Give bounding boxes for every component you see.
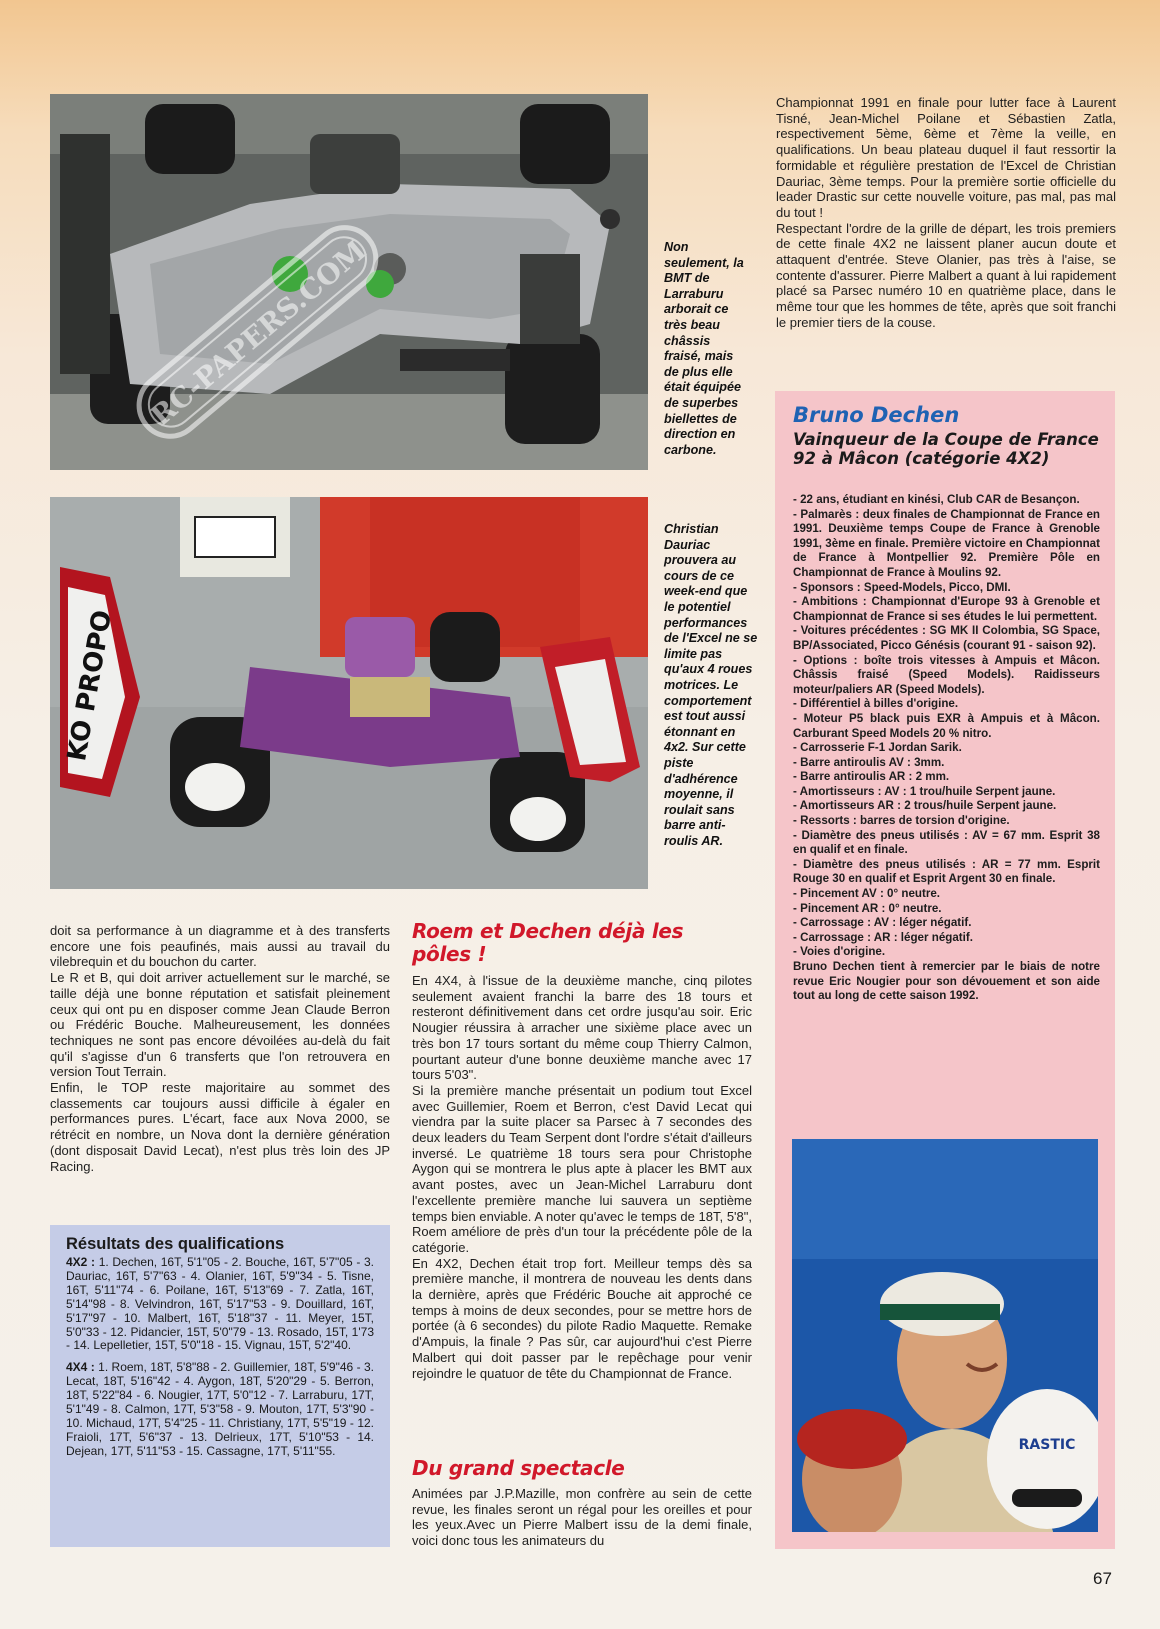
car-wing-text: KO PROPO — [62, 607, 119, 764]
profile-list-item: - Pincement AR : 0° neutre. — [793, 901, 942, 915]
car-photo — [50, 497, 648, 889]
right-column-text — [776, 95, 1116, 331]
heading-poles: Roem et Dechen déjà les pôles ! — [412, 919, 684, 966]
results-4x2 — [66, 1256, 374, 1353]
profile-list-item: - Barre antiroulis AR : 2 mm. — [793, 770, 950, 784]
watermark-text: RC-PAPERS.COM — [144, 233, 373, 433]
profile-list-item: - Sponsors : Speed-Models, Picco, DMI. — [793, 580, 1011, 594]
results-4x4-label: 4X4 : — [66, 1360, 95, 1375]
profile-list-item: - Amortisseurs : AV : 1 trou/huile Serpent jaune. — [793, 784, 1056, 798]
page-number: 67 — [1093, 1569, 1112, 1588]
left-paragraph: Le R et B, qui doit arriver actuellement sur le marché, se taille déjà une bonne réputation et satisfait pleinement ceux qui ont pu en disposer comme Jean Claude Berron ou Frédéric Bouche. Malheureusement, les données techniques ne sont pas encore dévoilées au-delà du fait qu'il s'agisse d'un 6 transferts que l'on retrouvera en version Tout Terrain. — [50, 970, 390, 1080]
profile-list-item: - Différentiel à billes d'origine. — [793, 697, 959, 711]
profile-list-item: - Voies d'origine. — [793, 945, 886, 959]
chassis-caption: Non seulement, la BMT de Larraburu arborait ce très beau châssis fraisé, mais de plus elle était équipée de superbes biellettes de direction en carbone. — [664, 240, 744, 457]
middle-column-text-1 — [412, 973, 752, 1381]
right-paragraph: Championnat 1991 en finale pour lutter face à Laurent Tisné, Jean-Michel Poilane et Sébastien Zatla, respectivement 5ème, 6ème et 7ème la veille, en qualifications. Un beau plateau duquel il faut ressortir la formidable et régulière prestation de l'Excel de Christian Dauriac, 3ème temps. Pour la première sortie officielle du leader Drastic sur cette nouvelle voiture, pas mal, pas mal du tout ! — [776, 95, 1116, 220]
left-column-text — [50, 923, 390, 1174]
profile-list-item: - Amortisseurs AR : 2 trous/huile Serpent jaune. — [793, 799, 1057, 813]
profile-list-item: - Carrossage : AV : léger négatif. — [793, 916, 972, 930]
right-paragraph: Respectant l'ordre de la grille de départ, les trois premiers de cette finale 4X2 ne laissent planer aucun doute et attaquent d'entrée. Steve Olanier, pas très à l'aise, se contente d'assurer. Pierre Malbert a quant à lui rapidement placé sa Parsec numéro 10 en quatrième place, dans le même tour que les hommes de tête, après que soit franchi le premier tiers de la couse. — [776, 220, 1116, 330]
profile-list-item: - Barre antiroulis AV : 3mm. — [793, 755, 945, 769]
profile-list-item: - Diamètre des pneus utilisés : AV = 67 mm. Esprit 38 en qualif et en finale. — [793, 828, 1100, 857]
results-box — [50, 1225, 390, 1547]
profile-list — [793, 493, 1100, 1004]
profile-list-item: - Carrossage : AR : léger négatif. — [793, 930, 973, 944]
profile-name: Bruno Dechen — [793, 403, 960, 427]
middle-paragraph: En 4X4, à l'issue de la deuxième manche, cinq pilotes seulement avaient franchi la barre des 18 tours et resteront définitivement dans cet ordre jusqu'au soir. Eric Nougier réussira à arracher une sixième place avec un très bon 17 tours sortant du même coup Thierry Calmon, pourtant auteur d'une bonne deuxième manche avec 17 tours 5'03". — [412, 973, 752, 1083]
profile-list-item: - Ambitions : Championnat d'Europe 93 à Grenoble et Championnat de France si ses études le lui permettent. — [793, 595, 1100, 623]
profile-list-item: - Options : boîte trois vitesses à Ampuis et Mâcon. Châssis fraisé (Speed Models). Raidisseurs moteur/paliers AR (Speed Models). — [793, 653, 1100, 696]
results-4x2-label: 4X2 : — [66, 1255, 96, 1269]
profile-list-item: - Carrosserie F-1 Jordan Sarik. — [793, 741, 962, 755]
results-title: Résultats des qualifications — [66, 1235, 285, 1253]
profile-subtitle: Vainqueur de la Coupe de France 92 à Mâcon (catégorie 4X2) — [793, 430, 1099, 468]
cap-text: RASTIC — [1018, 1437, 1076, 1453]
middle-paragraph: Animées par J.P.Mazille, mon confrère au sein de cette revue, les finales seront un régal pour les oreilles et pour les yeux.Avec un Pierre Malbert issu de la demi finale, voici donc tous les animateurs du — [412, 1486, 752, 1549]
results-4x2-text: 1. Dechen, 16T, 5'1"05 - 2. Bouche, 16T, 5'7"05 - 3. Dauriac, 16T, 5'7"63 - 4. Olanier, 16T, 5'9"34 - 5. Tisne, 16T, 5'11"74 - 6. Poilane, 16T, 5'13"69 - 7. Zatla, 16T, 5'14"98 - 8. Velvindron, 16T, 5'17"53 - 9. Douillard, 16T, 5'17"97 - 10. Malbert, 16T, 5'18"37 - 11. Meyer, 15T, 5'0"33 - 12. Pidancier, 15T, 5'0"79 - 13. Rosado, 15T, 1'73 - 14. Lepelletier, 15T, 5'0"18 - 15. Vignau, 15T, 5'2"40. — [66, 1255, 374, 1353]
middle-paragraph: Si la première manche présentait un podium tout Excel avec Guillemier, Roem et Berron, c'est David Lecat qui viendra par la suite placer sa Parsec à 7 secondes des deux leaders du Team Serpent dont l'ordre s'était d'ailleurs inversé. Le quatrième 18 tours sera pour Christophe Aygon qui se montrera le plus apte à placer les BMT aux avant postes, avec un Jean-Michel Larraburu dont l'excellente première manche lui sauvera un septième temps bien enviable. A noter qu'avec le temps de 18T, 5'8", Roem améliore de près d'un tour la précédente pôle de la catégorie. — [412, 1082, 752, 1255]
profile-list-item: Bruno Dechen tient à remercier par le biais de notre revue Eric Nougier pour son dévouement et son aide tout au long de cette saison 1992. — [793, 960, 1100, 1003]
profile-list-item: - Ressorts : barres de torsion d'origine. — [793, 814, 1010, 828]
results-4x4 — [66, 1361, 374, 1458]
portrait-photo — [792, 1139, 1098, 1532]
middle-paragraph: En 4X2, Dechen était trop fort. Meilleur temps dès sa première manche, il montrera de nouveau les dents dans la dernière, après que Frédéric Bouche ait approché ce temps à moins de deux secondes, pour se mettre hors de portée (à 6 secondes) du pilote Radio Maquette. Remake d'Ampuis, la finale ? Pas sûr, car aujourd'hui c'est Pierre Malbert qui doit passer par le repêchage pour venir rejoindre le quatuor de tête du Championnat de France. — [412, 1255, 752, 1381]
results-4x4-text: 1. Roem, 18T, 5'8"88 - 2. Guillemier, 18T, 5'9"46 - 3. Lecat, 18T, 5'16"42 - 4. Aygon, 18T, 5'20"29 - 5. Berron, 18T, 5'22"84 - 6. Nougier, 17T, 5'0"12 - 7. Larraburu, 17T, 5'1"49 - 8. Calmon, 17T, 5'3"58 - 9. Mouton, 17T, 5'3"90 - 10. Michaud, 17T, 5'4"25 - 11. Christiany, 17T, 5'5"19 - 12. Fraioli, 17T, 5'6"37 - 13. Delrieux, 17T, 5'10"53 - 14. Dejean, 17T, 5'11"53 - 15. Cassagne, 17T, 5'11"55. — [66, 1360, 374, 1458]
profile-list-item: - 22 ans, étudiant en kinési, Club CAR de Besançon. — [793, 493, 1080, 506]
left-paragraph: doit sa performance à un diagramme et à des transferts encore une fois peaufinés, mais aussi au travail du vilebrequin et du bouchon du carter. — [50, 923, 390, 970]
profile-list-item: - Diamètre des pneus utilisés : AR = 77 mm. Esprit Rouge 30 en qualif et Esprit Argent 30 en finale. — [793, 857, 1100, 886]
watermark-stamp — [95, 190, 425, 480]
car-caption: Christian Dauriac prouvera au cours de ce week-end que le potentiel performances de l'Excel ne se limite pas qu'aux 4 roues motrices. Le comportement est tout aussi étonnant en 4x2. Sur cette piste d'adhérence moyenne, il roulait sans barre anti-roulis AR. — [664, 522, 758, 848]
profile-list-item: - Pincement AV : 0° neutre. — [793, 887, 941, 901]
middle-column-text-2 — [412, 1486, 752, 1549]
profile-list-item: - Palmarès : deux finales de Championnat de France en 1991. Deuxième temps Coupe de France à Grenoble 1991, 3ème en finale. Première victoire en Championnat de France à Montpellier 92. Première Pôle en Championnat de France à Moulins 92. — [793, 507, 1100, 579]
profile-list-item: - Moteur P5 black puis EXR à Ampuis et à Mâcon. Carburant Speed Models 20 % nitro. — [793, 711, 1100, 740]
left-paragraph: Enfin, le TOP reste majoritaire au sommet des classements car toujours aussi difficile à égaler en performances pures. L'écart, face aux Nova 2000, se rétrécit en nombre, un Nova dont la dernière génération (dont disposait David Lecat), n'est plus très loin des JP Racing. — [50, 1080, 390, 1174]
heading-spectacle: Du grand spectacle — [412, 1456, 625, 1480]
profile-list-item: - Voitures précédentes : SG MK II Colombia, SG Space, BP/Associated, Picco Génésis (courant 91 - saison 92). — [793, 624, 1100, 652]
